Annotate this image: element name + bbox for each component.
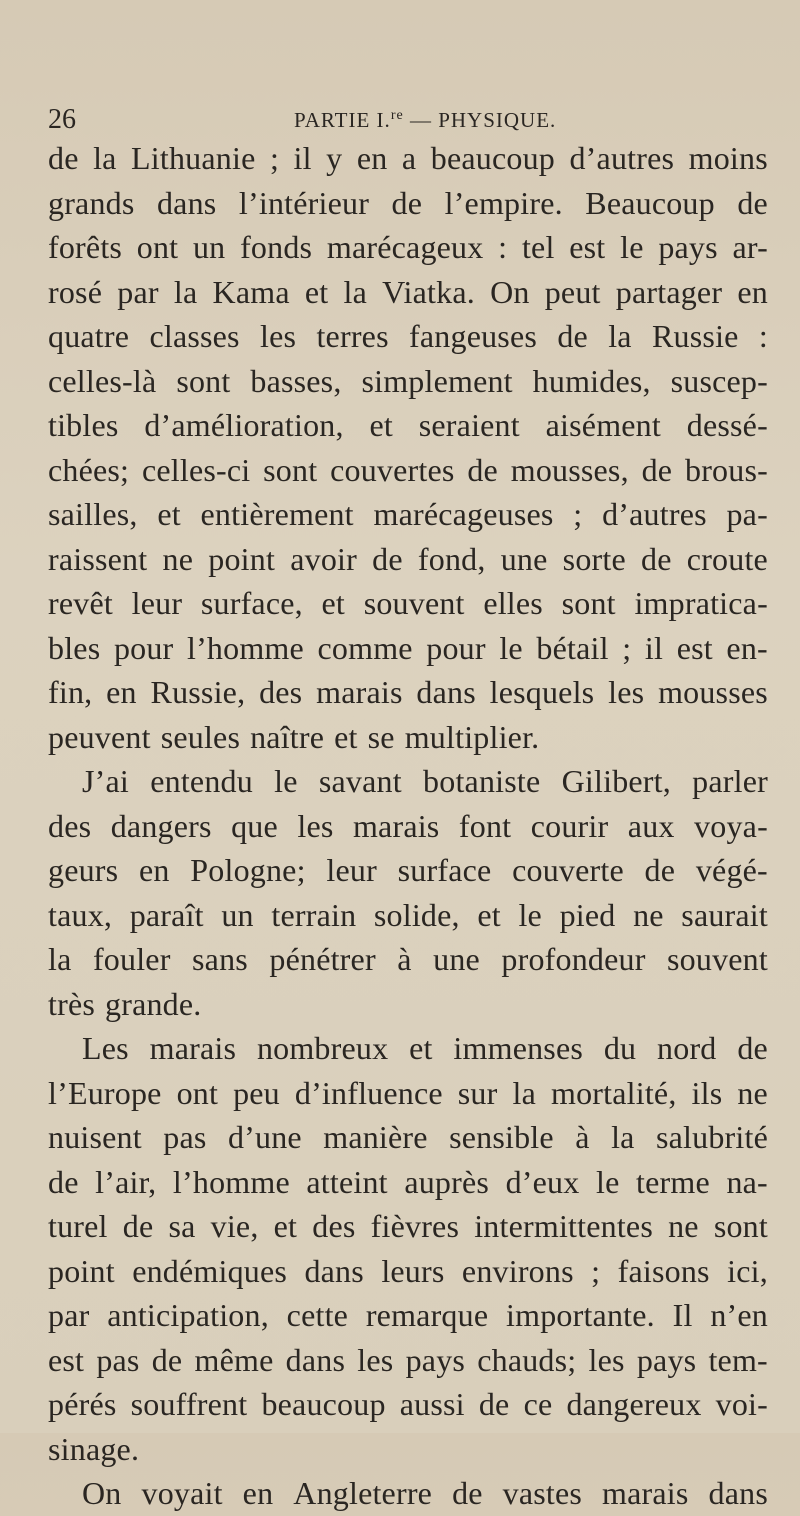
text-line: tibles d’amélioration, et seraient aisément dessé- [48, 407, 768, 443]
text-line: taux, paraît un terrain solide, et le pied ne saurait [48, 896, 768, 933]
text-line: pérés souffrent beaucoup aussi de ce dangereux voi- [48, 1386, 768, 1422]
text-line: par anticipation, cette remarque importante. Il n’en [48, 1297, 768, 1333]
text-line: fin, en Russie, des marais dans lesquels les mousses [48, 674, 768, 710]
text-line: la fouler sans pénétrer à une profondeur souvent [48, 941, 768, 977]
text-line: chées; celles-ci sont couvertes de mousses, de brous- [48, 451, 768, 488]
text-line: sinage. [48, 1430, 140, 1467]
running-head-prefix: PARTIE I. [294, 108, 391, 132]
text-line: Les marais nombreux et immenses du nord de [82, 1030, 768, 1066]
text-line: très grande. [48, 985, 202, 1022]
text-line: des dangers que les marais font courir aux voya- [48, 807, 768, 844]
text-line: On voyait en Angleterre de vastes marais dans [82, 1475, 768, 1511]
page-number: 26 [48, 104, 76, 135]
text-line: de la Lithuanie ; il y en a beaucoup d’autres moins [48, 140, 768, 176]
text-line: quatre classes les terres fangeuses de la Russie : [48, 318, 768, 354]
text-line: raissent ne point avoir de fond, une sorte de croute [48, 540, 768, 577]
text-line: de l’air, l’homme atteint auprès d’eux le terme na- [48, 1163, 768, 1200]
text-line: sailles, et entièrement marécageuses ; d’autres pa- [48, 496, 768, 532]
text-line: J’ai entendu le savant botaniste Gilibert, parler [82, 763, 768, 799]
text-line: revêt leur surface, et souvent elles sont impratica- [48, 585, 768, 621]
text-line: point endémiques dans leurs environs ; faisons ici, [48, 1252, 768, 1289]
text-line: rosé par la Kama et la Viatka. On peut partager en [48, 273, 768, 310]
text-line: grands dans l’intérieur de l’empire. Beaucoup de [48, 184, 768, 221]
text-line: bles pour l’homme comme pour le bétail ; il est en- [48, 629, 768, 666]
running-head-superscript: re [390, 108, 404, 123]
text-line: forêts ont un fonds marécageux : tel est le pays ar- [48, 229, 768, 265]
text-line: est pas de même dans les pays chauds; les pays tem- [48, 1341, 768, 1378]
body-text [48, 136, 768, 1516]
text-line: celles-là sont basses, simplement humides, suscep- [48, 362, 768, 399]
text-line: geurs en Pologne; leur surface couverte de végé- [48, 852, 768, 888]
text-line: nuisent pas d’une manière sensible à la salubrité [48, 1119, 768, 1155]
running-head [294, 108, 556, 133]
text-line: l’Europe ont peu d’influence sur la mortalité, ils ne [48, 1074, 768, 1111]
running-head-suffix: — PHYSIQUE. [403, 108, 557, 132]
text-line: turel de sa vie, et des fièvres intermittentes ne sont [48, 1208, 768, 1244]
text-line: peuvent seules naître et se multiplier. [48, 718, 540, 755]
